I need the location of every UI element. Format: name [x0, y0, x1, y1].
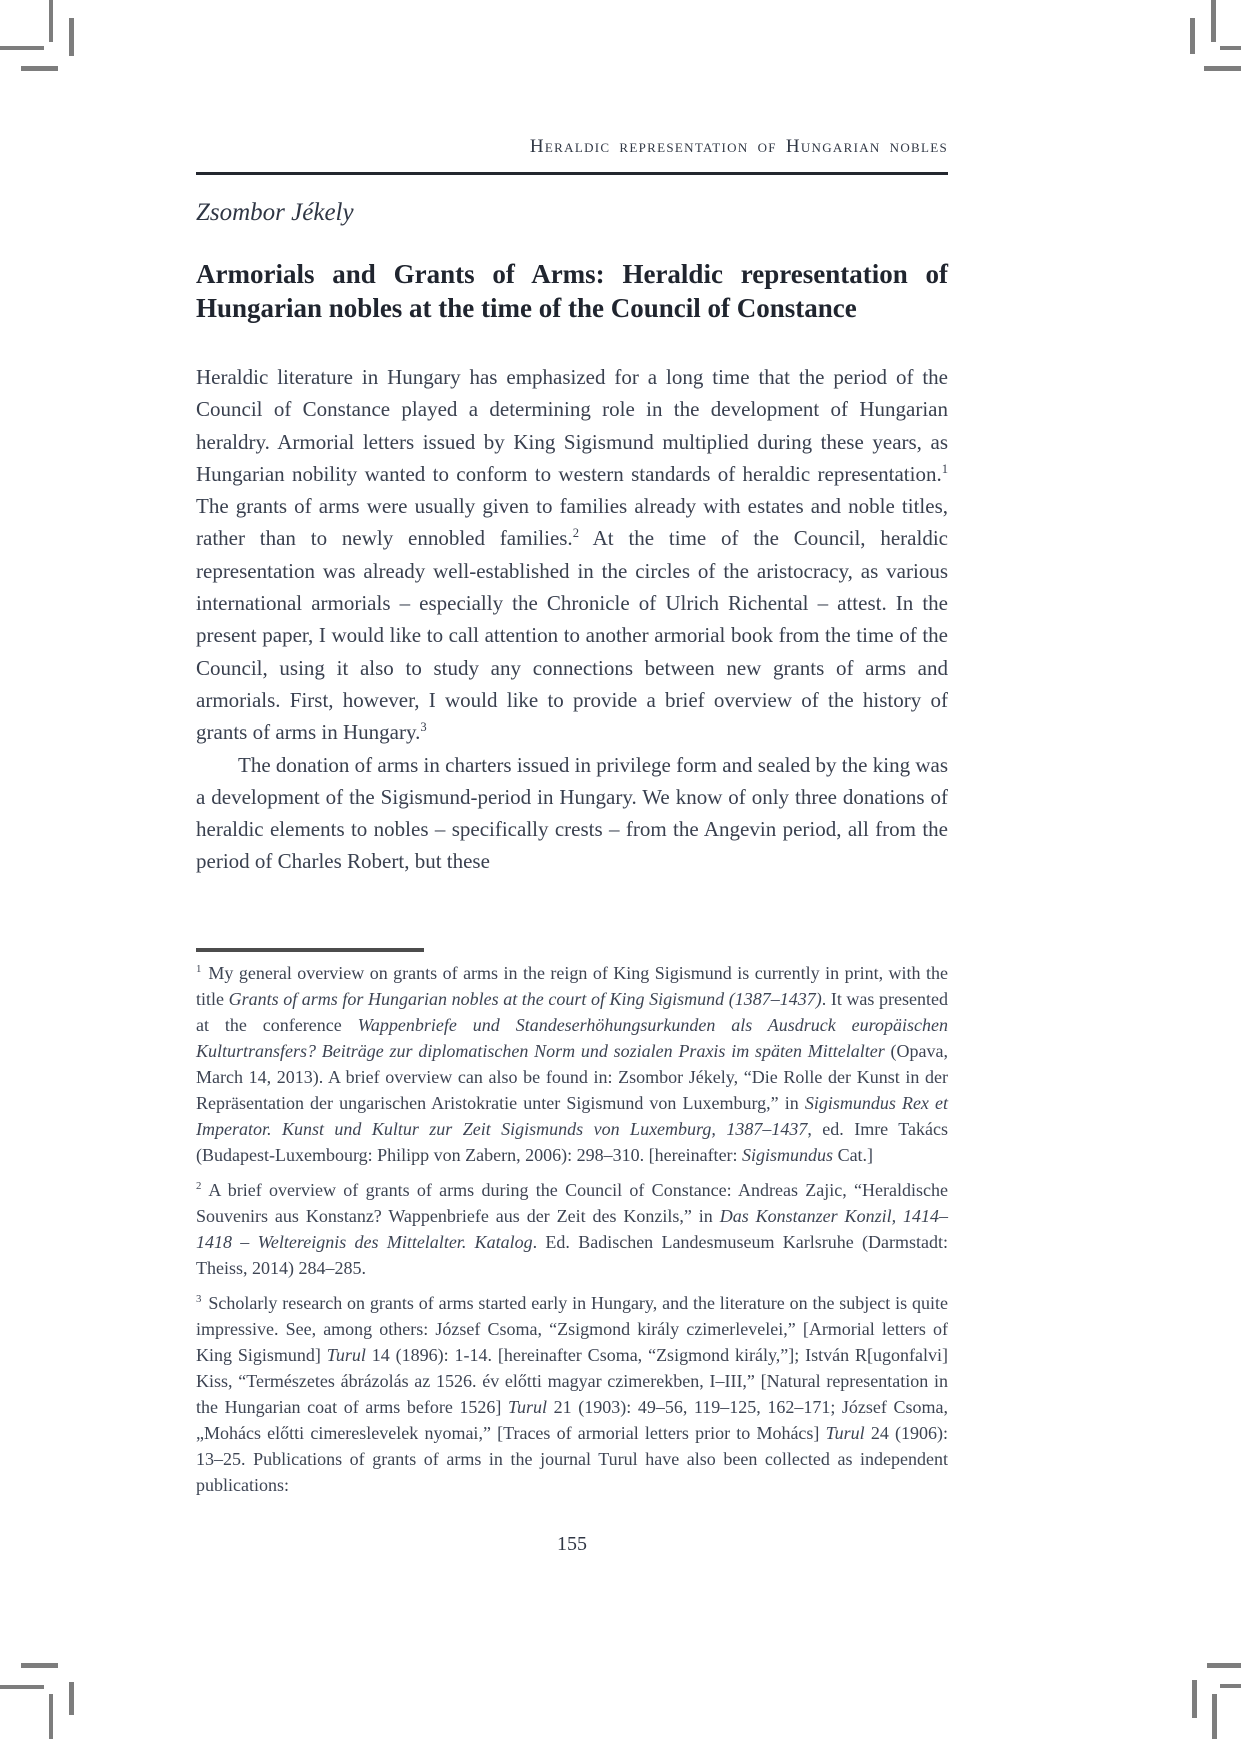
crop-mark [1207, 1663, 1241, 1668]
crop-mark [1190, 18, 1195, 54]
crop-mark [69, 18, 74, 56]
crop-mark [21, 66, 58, 71]
crop-mark [1220, 1684, 1241, 1688]
page-number: 155 [557, 1533, 587, 1555]
footnote-3: $^3$ Scholarly research on grants of arms started early in Hungary, and the literature on the subject is quite impressive. See, among others: József Csoma, “Zsigmond király czimerlevelei,” [Armorial letters of King Sigismund] Turul 14 (1896): 1-14. [hereinafter Csoma, “Zsigmond király,”]; István R[ugonfalvi] Kiss, “Természetes ábrázolás az 1526. év előtti magyar czimerekben, I–III,” [Natural representation in the Hungarian coat of arms before 1526] Turul 21 (1903): 49–56, 119–125, 162–171; József Csoma, „Mohács előtti cimereslevelek nyomai,” [Traces of armorial letters prior to Mohács] Turul 24 (1906): 13–25. Publications of grants of arms in the journal Turul have also been collected as independent publications: [196, 1293, 949, 1495]
crop-mark [1192, 1680, 1197, 1718]
crop-mark [49, 0, 53, 42]
footnote-1: $^1$ My general overview on grants of arms in the reign of King Sigismund is currently in print, with the title Grants of arms for Hungarian nobles at the court of King Sigismund (1387–1437). It was presented at the conference Wappenbriefe und Standeserhöhungsurkunden als Ausdruck europäischen Kulturtransfers? Beiträge zur diplomatischen Norm und sozialen Praxis im späten Mittelalter (Opava, March 14, 2013). A brief overview can also be found in: Zsombor Jékely, “Die Rolle der Kunst in der Repräsentation der ungarischen Aristokratie unter Sigismund von Luxemburg,” in Sigismundus Rex et Imperator. Kunst und Kultur zur Zeit Sigismunds von Luxemburg, 1387–1437, ed. Imre Takács (Budapest-Luxembourg: Philipp von Zabern, 2006): 298–310. [hereinafter: Sigismundus Cat.] [196, 963, 949, 1165]
author-name: Zsombor Jékely [196, 199, 354, 226]
crop-mark [21, 1663, 58, 1668]
crop-mark [49, 1694, 53, 1739]
crop-mark [0, 1685, 44, 1689]
header-rule [196, 172, 948, 175]
footnote-2: $^2$ A brief overview of grants of arms during the Council of Constance: Andreas Zajic, “Heraldische Souvenirs aus Konstanz? Wappenbriefe aus der Zeit des Konzils,” in Das Konstanzer Konzil, 1414–1418 – Weltereignis des Mittelalter. Katalog. Ed. Badischen Landesmuseum Karlsruhe (Darmstadt: Theiss, 2014) 284–285. [196, 1180, 948, 1278]
running-header: Heraldic representation of Hungarian nobles [529, 136, 948, 157]
crop-mark [1211, 0, 1216, 42]
crop-mark [1220, 46, 1241, 50]
footnote-separator [196, 948, 424, 952]
article-body [196, 361, 948, 878]
crop-mark [69, 1682, 74, 1715]
body-paragraph-2: The donation of arms in charters issued in privilege form and sealed by the king was a development of the Sigismund-period in Hungary. We know of only three donations of heraldic elements to nobles – specifically crests – from the Angevin period, all from the period of Charles Robert, but these [196, 752, 948, 874]
crop-mark [1212, 1694, 1217, 1739]
crop-mark [1204, 66, 1241, 71]
crop-mark [0, 46, 44, 50]
footnotes [196, 960, 948, 1507]
body-paragraph-1: Heraldic literature in Hungary has emphasized for a long time that the period of the Council of Constance played a determining role in the development of Hungarian heraldry. Armorial letters issued by King Sigismund multiplied during these years, as Hungarian nobility wanted to conform to western standards of heraldic representation.$^1$ The grants of arms were usually given to families already with estates and noble titles, rather than to newly ennobled families.$^2$ At the time of the Council, heraldic representation was already well-established in the circles of the aristocracy, as various international armorials – especially the Chronicle of Ulrich Richental – attest. In the present paper, I would like to call attention to another armorial book from the time of the Council, using it also to study any connections between new grants of arms and armorials. First, however, I would like to provide a brief overview of the history of grants of arms in Hungary.$^3$ [196, 365, 948, 745]
article-title: Armorials and Grants of Arms: Heraldic representation of Hungarian nobles at the time of the Council of Constance [196, 259, 948, 323]
